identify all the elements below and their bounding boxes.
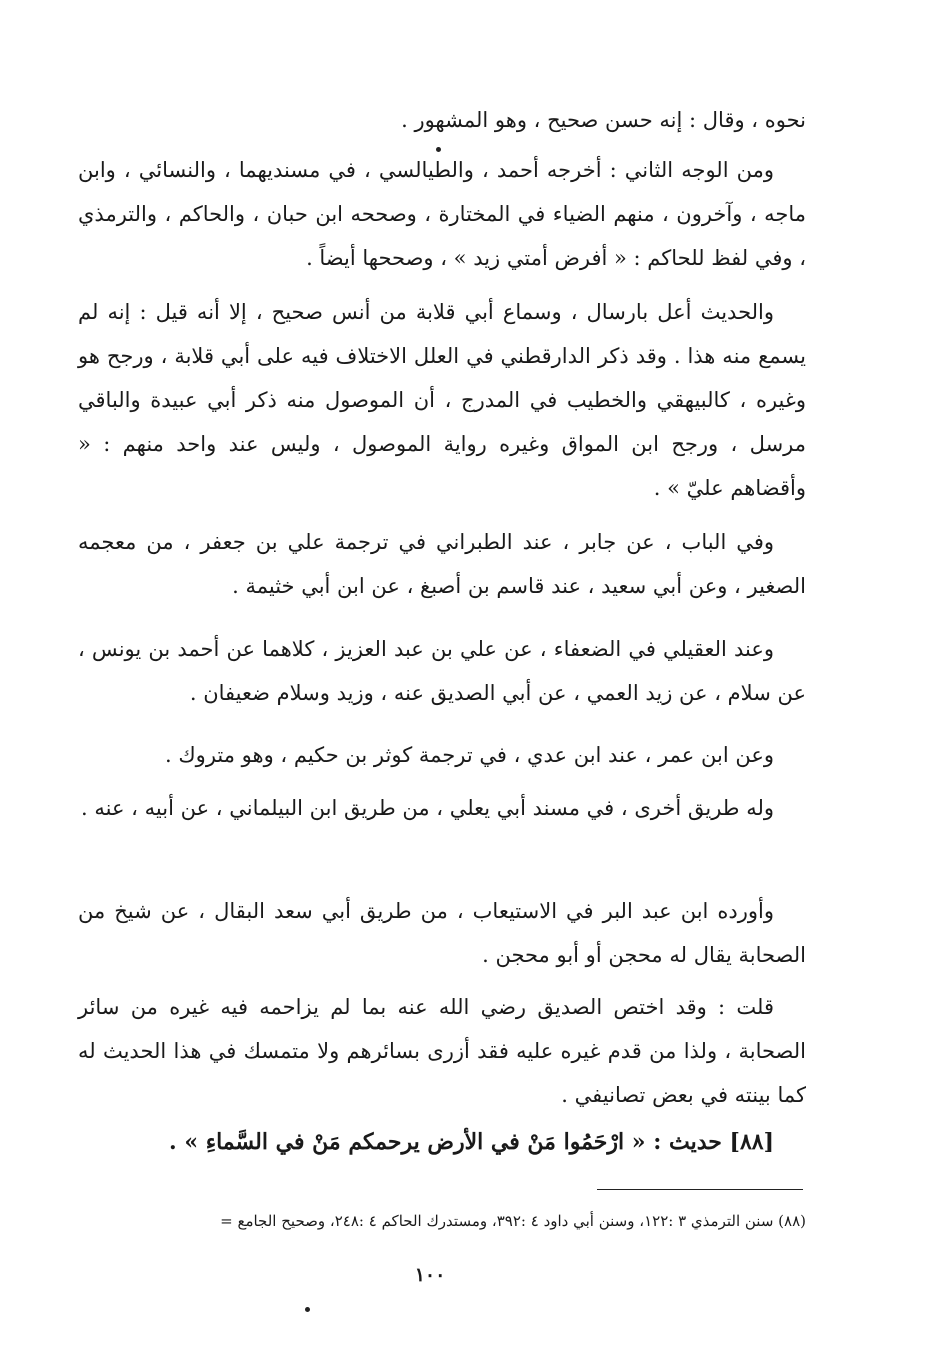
- paragraph-2: ومن الوجه الثاني : أخرجه أحمد ، والطيالسي ، في مسنديهما ، والنسائي ، وابن ماجه ، وآخرون ، منهم الضياء في المختارة ، وصححه ابن حبان ، والحاكم ، والترمذي ، وفي لفظ للحاكم : « أفرض أمتي زيد » ، وصححها أيضاً .: [78, 158, 806, 270]
- paragraph-6: وعن ابن عمر ، عند ابن عدي ، في ترجمة كوثر بن حكيم ، وهو متروك .: [165, 743, 774, 767]
- page-number: ١٠٠: [414, 1264, 446, 1286]
- paragraph-7: وله طريق أخرى ، في مسند أبي يعلي ، من طريق ابن البيلماني ، عن أبيه ، عنه .: [81, 796, 774, 820]
- paragraph-4: وفي الباب ، عن جابر ، عند الطبراني في ترجمة علي بن جعفر ، من معجمه الصغير ، وعن أبي سعيد ، عند قاسم بن أصبغ ، عن ابن أبي خثيمة .: [78, 530, 806, 598]
- scan-speck: [305, 1307, 310, 1312]
- footnote-divider: [597, 1189, 803, 1190]
- hadith-heading: [٨٨] حديث : « ارْحَمُوا مَنْ في الأرض يرحمكم مَنْ في السَّماءِ » .: [169, 1129, 774, 1155]
- paragraph-1: نحوه ، وقال : إنه حسن صحيح ، وهو المشهور .: [401, 108, 806, 132]
- paragraph-9: قلت : وقد اختص الصديق رضي الله عنه بما لم يزاحمه فيه غيره من سائر الصحابة ، ولذا من قدم غيره عليه فقد أزرى بسائرهم ولا متمسك في هذا الحديث له كما بينته في بعض تصانيفي .: [78, 995, 806, 1107]
- paragraph-8: وأورده ابن عبد البر في الاستيعاب ، من طريق أبي سعد البقال ، عن شيخ من الصحابة يقال له محجن أو أبو محجن .: [78, 899, 806, 967]
- paragraph-5: وعند العقيلي في الضعفاء ، عن علي بن عبد العزيز ، كلاهما عن أحمد بن يونس ، عن سلام ، عن زيد العمي ، عن أبي الصديق عنه ، وزيد وسلام ضعيفان .: [78, 637, 806, 705]
- scan-speck: [436, 147, 441, 152]
- paragraph-3: والحديث أعل بارسال ، وسماع أبي قلابة من أنس صحيح ، إلا أنه قيل : إنه لم يسمع منه هذا . وقد ذكر الدارقطني في العلل الاختلاف فيه على أبي قلابة ، ورجح هو وغيره ، كالبيهقي والخطيب في المدرج ، أن الموصول منه ذكر أبي عبيدة والباقي مرسل ، ورجح ابن المواق وغيره رواية الموصول ، وليس عند واحد منهم : « وأقضاهم عليّ » .: [78, 300, 806, 500]
- footnote: (٨٨) سنن الترمذي ٣ :١٢٢، وسنن أبي داود ٤ :٣٩٢، ومستدرك الحاكم ٤ :٢٤٨، وصحيح الجامع =: [220, 1212, 806, 1230]
